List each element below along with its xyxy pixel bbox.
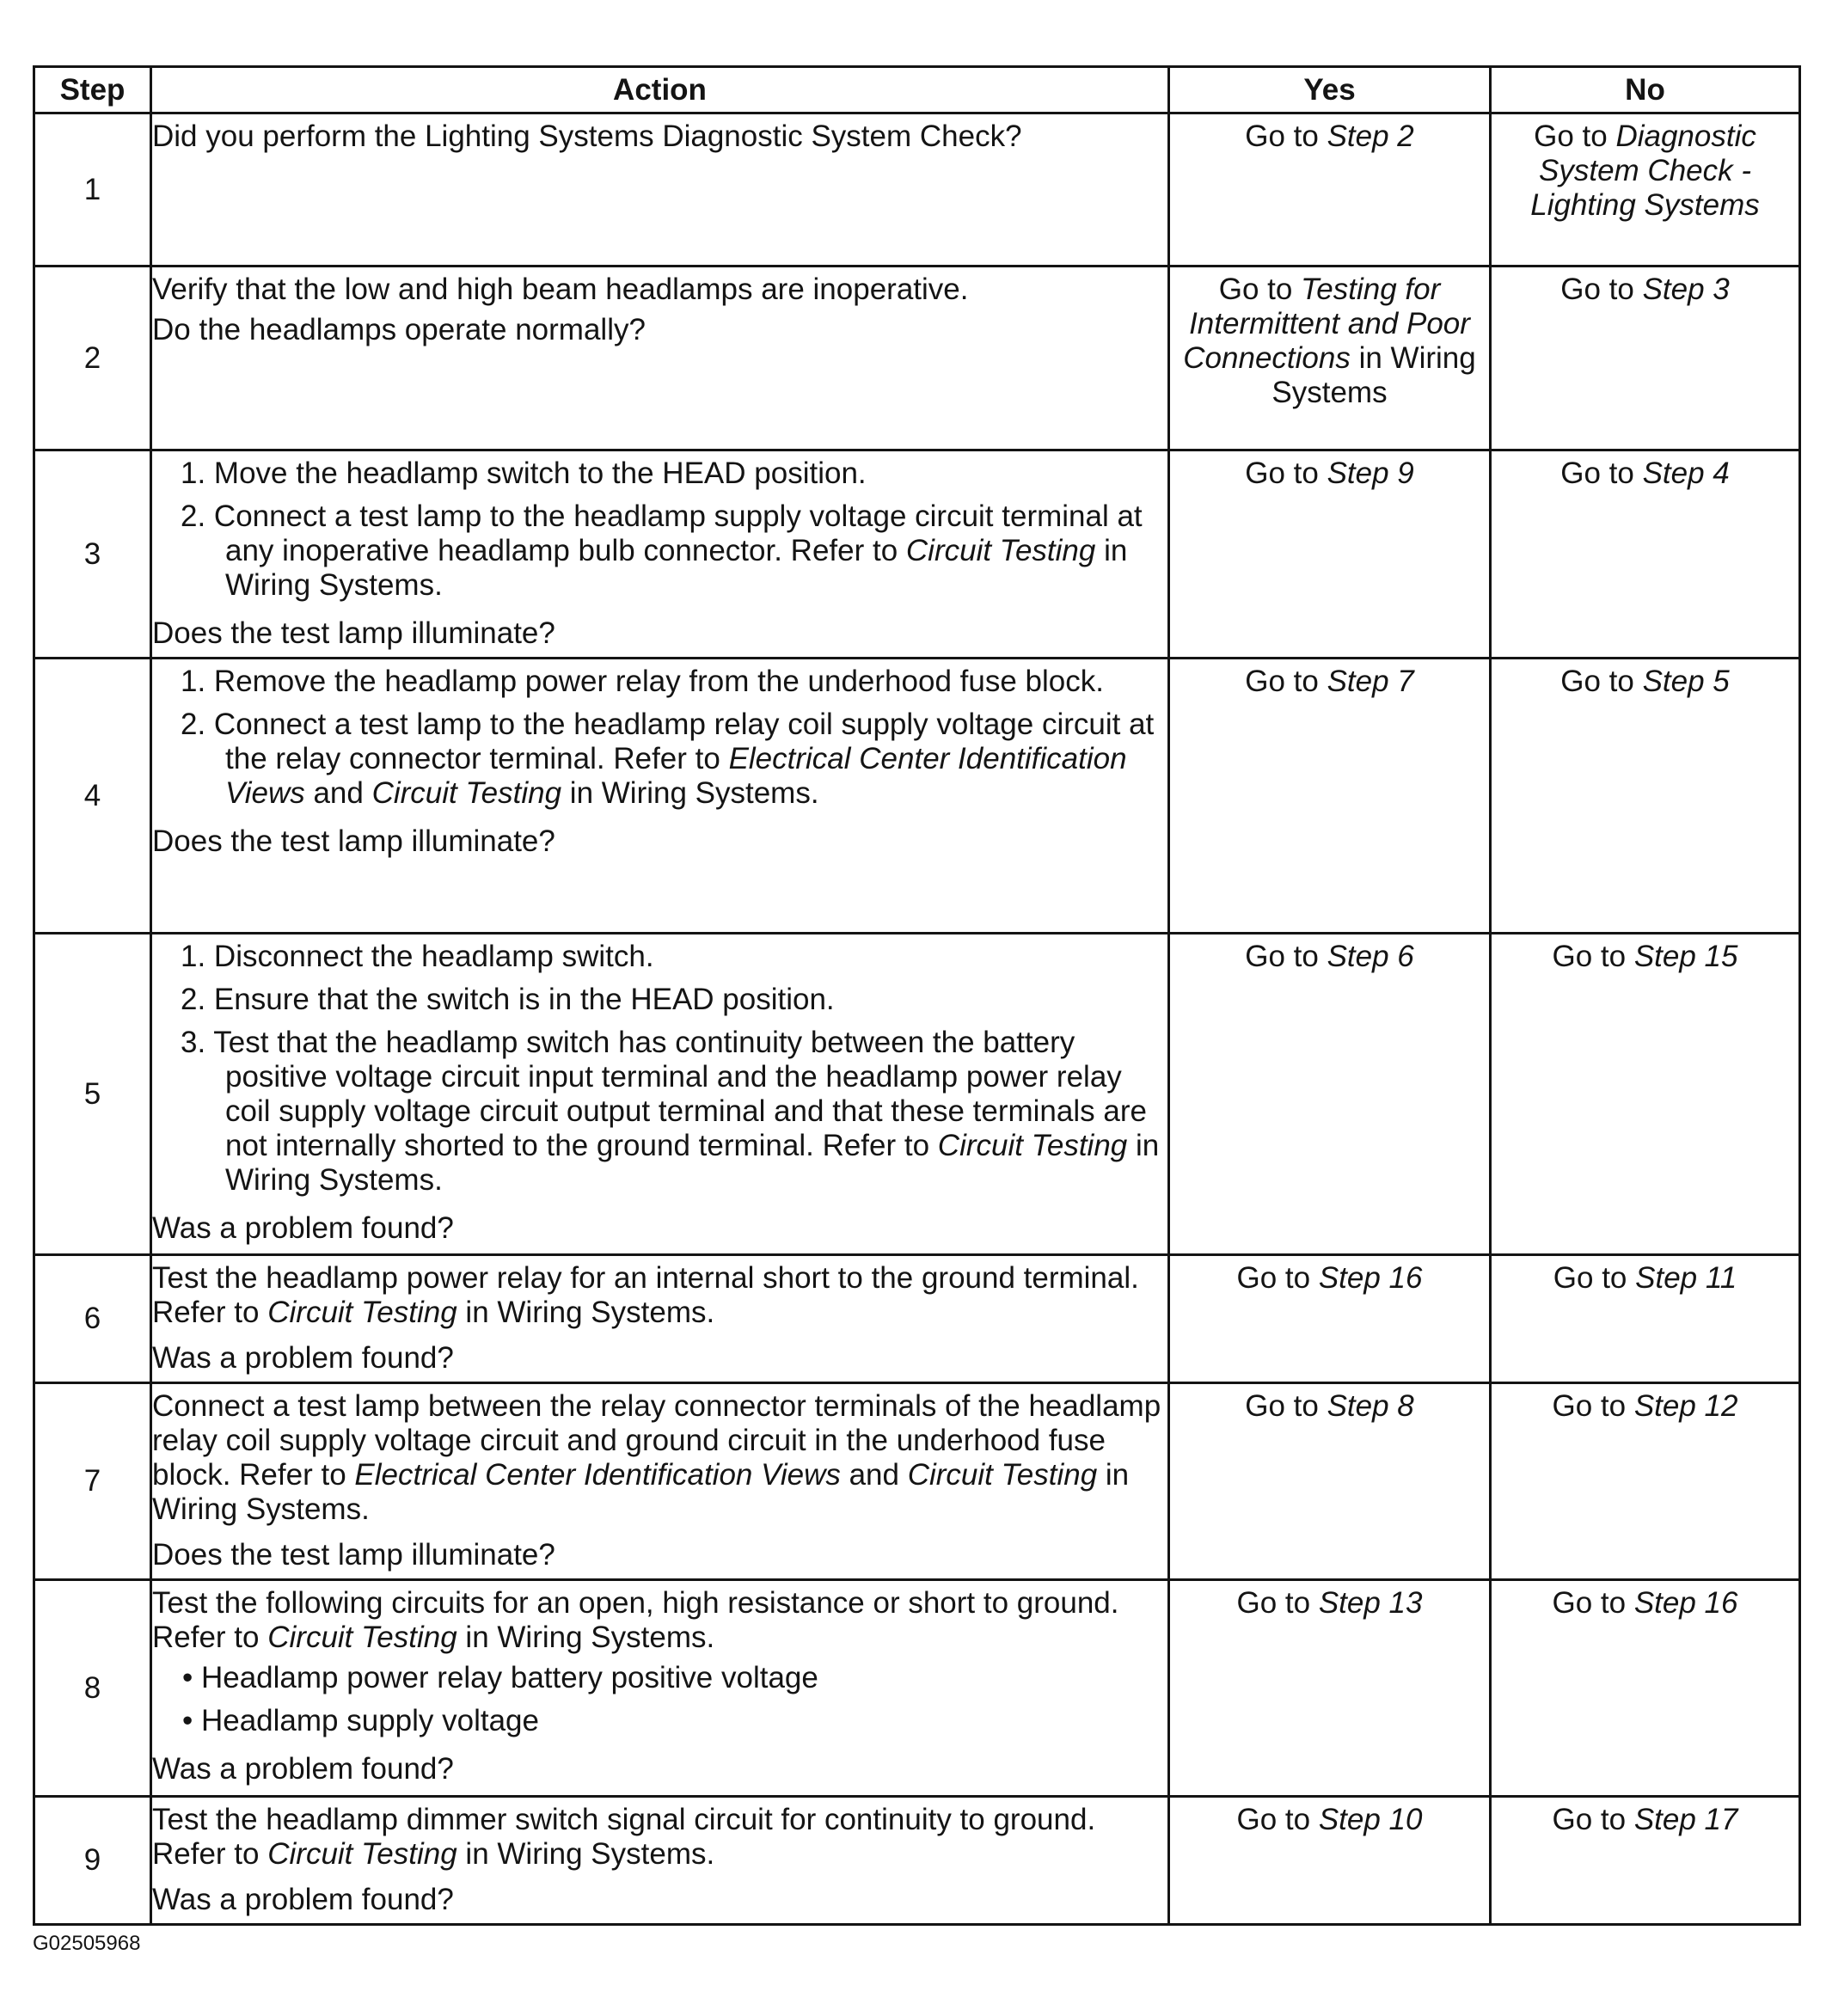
action-question: Was a problem found? bbox=[152, 1341, 454, 1375]
bullet-item bbox=[152, 1704, 1167, 1738]
yes-result-text bbox=[1170, 1586, 1489, 1621]
table-row bbox=[34, 267, 1800, 450]
table-row bbox=[34, 1383, 1800, 1580]
reference-text: Step 5 bbox=[1642, 665, 1730, 698]
text-run: Go to bbox=[1553, 1261, 1636, 1295]
text-run: Test the headlamp dimmer switch signal circuit for continuity to ground. Refer to bbox=[152, 1803, 1096, 1871]
numbered-item bbox=[152, 457, 1167, 491]
text-run: Go to bbox=[1236, 1586, 1319, 1620]
action-cell bbox=[151, 934, 1169, 1255]
no-result-cell bbox=[1491, 659, 1800, 934]
text-run: Test the following circuits for an open, high resistance or short to ground. Refer to bbox=[152, 1586, 1119, 1654]
reference-text: Circuit Testing bbox=[907, 1458, 1098, 1492]
table-row bbox=[34, 934, 1800, 1255]
no-result-text bbox=[1492, 665, 1798, 699]
reference-text: Circuit Testing bbox=[267, 1621, 457, 1654]
reference-text: Step 15 bbox=[1633, 940, 1738, 973]
text-run: Connect a test lamp between the relay connector terminals of the headlamp relay coil supply voltage circuit and ground circuit in the underhood fuse block. Refer to bbox=[152, 1389, 1161, 1492]
action-question: Does the test lamp illuminate? bbox=[152, 616, 555, 650]
text-run: Go to bbox=[1560, 273, 1643, 306]
text-run: 1. Remove the headlamp power relay from the underhood fuse block. bbox=[181, 665, 1104, 698]
text-run: Go to bbox=[1245, 940, 1327, 973]
action-cell bbox=[151, 1580, 1169, 1797]
text-run: 2. Connect a test lamp to the headlamp supply voltage circuit terminal at any inoperative headlamp bulb connector. Refer to bbox=[181, 499, 1143, 567]
no-result-cell bbox=[1491, 1383, 1800, 1580]
reference-text: Circuit Testing bbox=[267, 1837, 457, 1871]
text-run: 2. Ensure that the switch is in the HEAD position. bbox=[181, 983, 835, 1016]
yes-result-cell bbox=[1169, 934, 1491, 1255]
no-result-text bbox=[1492, 273, 1798, 307]
action-body bbox=[152, 1581, 1167, 1747]
numbered-item bbox=[152, 983, 1167, 1017]
table-row bbox=[34, 1797, 1800, 1925]
action-paragraph bbox=[152, 1586, 1167, 1655]
reference-text: Step 7 bbox=[1327, 665, 1414, 698]
text-run: Go to bbox=[1245, 665, 1327, 698]
no-result-text bbox=[1492, 457, 1798, 491]
reference-text: Step 16 bbox=[1318, 1261, 1423, 1295]
text-run: 1. Disconnect the headlamp switch. bbox=[181, 940, 654, 973]
text-run: 3. Test that the headlamp switch has continuity between the battery positive voltage circuit input terminal and the headlamp power relay coil supply voltage circuit output terminal and that these terminals are not internally shorted to the ground terminal. Refer to bbox=[181, 1026, 1147, 1162]
action-cell bbox=[151, 113, 1169, 267]
no-result-text bbox=[1492, 940, 1798, 974]
yes-result-text bbox=[1170, 273, 1489, 410]
reference-text: Step 2 bbox=[1327, 119, 1414, 153]
action-paragraph bbox=[152, 273, 1167, 307]
action-cell bbox=[151, 659, 1169, 934]
action-question: Was a problem found? bbox=[152, 1752, 454, 1786]
yes-result-text bbox=[1170, 1389, 1489, 1424]
text-run: in Wiring Systems. bbox=[456, 1837, 715, 1871]
action-cell bbox=[151, 1255, 1169, 1383]
no-result-cell bbox=[1491, 1797, 1800, 1925]
action-body bbox=[152, 934, 1167, 1206]
reference-text: Circuit Testing bbox=[267, 1296, 457, 1329]
action-paragraph bbox=[152, 119, 1167, 154]
yes-result-text bbox=[1170, 1261, 1489, 1296]
text-run: and bbox=[304, 776, 372, 810]
no-result-text bbox=[1492, 1803, 1798, 1837]
yes-result-cell bbox=[1169, 1797, 1491, 1925]
yes-result-cell bbox=[1169, 267, 1491, 450]
step-number: 7 bbox=[34, 1383, 151, 1580]
action-body bbox=[152, 1798, 1167, 1878]
step-number: 9 bbox=[34, 1797, 151, 1925]
text-run: Go to bbox=[1218, 273, 1302, 306]
table-row bbox=[34, 1255, 1800, 1383]
table-body bbox=[34, 113, 1800, 1925]
reference-text: Step 10 bbox=[1318, 1803, 1423, 1836]
yes-result-text bbox=[1170, 940, 1489, 974]
header-action: Action bbox=[151, 67, 1169, 113]
reference-text: Circuit Testing bbox=[937, 1129, 1128, 1162]
text-run: Did you perform the Lighting Systems Diagnostic System Check? bbox=[152, 119, 1022, 153]
yes-result-cell bbox=[1169, 1255, 1491, 1383]
yes-result-cell bbox=[1169, 1383, 1491, 1580]
reference-text: Step 9 bbox=[1327, 457, 1414, 490]
no-result-text bbox=[1492, 1586, 1798, 1621]
reference-text: Circuit Testing bbox=[371, 776, 562, 810]
yes-result-text bbox=[1170, 119, 1489, 154]
yes-result-cell bbox=[1169, 450, 1491, 659]
numbered-item bbox=[152, 499, 1167, 603]
reference-text: Diagnostic System Check - Lighting Systems bbox=[1530, 119, 1760, 222]
text-run: in Wiring Systems. bbox=[456, 1296, 715, 1329]
action-question: Do the headlamps operate normally? bbox=[152, 313, 646, 346]
no-result-cell bbox=[1491, 934, 1800, 1255]
action-body bbox=[152, 659, 1167, 819]
table-row bbox=[34, 450, 1800, 659]
reference-text: Step 11 bbox=[1635, 1261, 1737, 1295]
yes-result-cell bbox=[1169, 113, 1491, 267]
step-number: 3 bbox=[34, 450, 151, 659]
header-step: Step bbox=[34, 67, 151, 113]
text-run: in Wiring Systems. bbox=[561, 776, 819, 810]
text-run: Go to bbox=[1560, 457, 1643, 490]
bullet-item bbox=[152, 1661, 1167, 1695]
no-result-cell bbox=[1491, 1580, 1800, 1797]
text-run: Go to bbox=[1236, 1261, 1319, 1295]
text-run: Go to bbox=[1534, 119, 1616, 153]
header-no: No bbox=[1491, 67, 1800, 113]
text-run: 1. Move the headlamp switch to the HEAD position. bbox=[181, 457, 867, 490]
no-result-cell bbox=[1491, 450, 1800, 659]
reference-text: Step 16 bbox=[1633, 1586, 1738, 1620]
text-run: in Wiring Systems. bbox=[152, 1458, 1130, 1526]
figure-code: G02505968 bbox=[33, 1932, 141, 1955]
no-result-cell bbox=[1491, 113, 1800, 267]
numbered-item bbox=[152, 940, 1167, 974]
action-body bbox=[152, 1384, 1167, 1533]
action-question: Was a problem found? bbox=[152, 1211, 454, 1245]
no-result-cell bbox=[1491, 1255, 1800, 1383]
text-run: 2. Connect a test lamp to the headlamp relay coil supply voltage circuit at the relay connector terminal. Refer to bbox=[181, 708, 1155, 775]
text-run: Test the headlamp power relay for an internal short to the ground terminal. Refer to bbox=[152, 1261, 1139, 1329]
yes-result-cell bbox=[1169, 659, 1491, 934]
reference-text: Step 6 bbox=[1327, 940, 1414, 973]
numbered-item bbox=[152, 708, 1167, 811]
action-cell bbox=[151, 1797, 1169, 1925]
text-run: • Headlamp power relay battery positive voltage bbox=[182, 1661, 818, 1694]
bullet-list bbox=[152, 1661, 1167, 1738]
action-body bbox=[152, 267, 1167, 353]
step-number: 4 bbox=[34, 659, 151, 934]
no-result-cell bbox=[1491, 267, 1800, 450]
no-result-text bbox=[1492, 119, 1798, 223]
text-run: Go to bbox=[1552, 1586, 1634, 1620]
text-run: in Wiring Systems. bbox=[225, 1129, 1160, 1197]
numbered-list bbox=[152, 457, 1167, 603]
numbered-item bbox=[152, 1026, 1167, 1198]
text-run: in Wiring Systems bbox=[1271, 341, 1476, 409]
reference-text: Step 4 bbox=[1642, 457, 1730, 490]
action-question: Does the test lamp illuminate? bbox=[152, 1538, 555, 1572]
table-row bbox=[34, 1580, 1800, 1797]
no-result-text bbox=[1492, 1389, 1798, 1424]
text-run: Go to bbox=[1245, 1389, 1327, 1423]
yes-result-text bbox=[1170, 1803, 1489, 1837]
step-number: 1 bbox=[34, 113, 151, 267]
action-cell bbox=[151, 450, 1169, 659]
reference-text: Step 3 bbox=[1642, 273, 1730, 306]
text-run: Go to bbox=[1552, 1803, 1634, 1836]
header-row bbox=[34, 67, 1800, 113]
text-run: Go to bbox=[1560, 665, 1643, 698]
text-run: in Wiring Systems. bbox=[225, 534, 1128, 602]
text-run: Go to bbox=[1245, 457, 1327, 490]
table-row bbox=[34, 113, 1800, 267]
text-run: Verify that the low and high beam headlamps are inoperative. bbox=[152, 273, 969, 306]
reference-text: Step 13 bbox=[1318, 1586, 1423, 1620]
reference-text: Circuit Testing bbox=[905, 534, 1096, 567]
numbered-list bbox=[152, 665, 1167, 811]
no-result-text bbox=[1492, 1261, 1798, 1296]
numbered-list bbox=[152, 940, 1167, 1198]
reference-text: Testing for Intermittent and Poor Connections bbox=[1183, 273, 1470, 375]
step-number: 2 bbox=[34, 267, 151, 450]
step-number: 8 bbox=[34, 1580, 151, 1797]
reference-text: Step 17 bbox=[1633, 1803, 1738, 1836]
action-body bbox=[152, 114, 1167, 160]
action-paragraph bbox=[152, 1803, 1167, 1872]
reference-text: Step 12 bbox=[1633, 1389, 1738, 1423]
action-cell bbox=[151, 267, 1169, 450]
text-run: and bbox=[840, 1458, 908, 1492]
step-number: 5 bbox=[34, 934, 151, 1255]
reference-text: Step 8 bbox=[1327, 1389, 1414, 1423]
action-paragraph bbox=[152, 1389, 1167, 1527]
action-question: Was a problem found? bbox=[152, 1883, 454, 1916]
text-run: Go to bbox=[1245, 119, 1327, 153]
yes-result-text bbox=[1170, 665, 1489, 699]
text-run: in Wiring Systems. bbox=[456, 1621, 715, 1654]
text-run: Go to bbox=[1236, 1803, 1319, 1836]
text-run: • Headlamp supply voltage bbox=[182, 1704, 539, 1737]
action-body bbox=[152, 1256, 1167, 1336]
reference-text: Electrical Center Identification Views bbox=[354, 1458, 841, 1492]
text-run: Go to bbox=[1552, 1389, 1634, 1423]
text-run: Go to bbox=[1552, 940, 1634, 973]
yes-result-text bbox=[1170, 457, 1489, 491]
action-body bbox=[152, 451, 1167, 611]
action-paragraph bbox=[152, 1261, 1167, 1330]
step-number: 6 bbox=[34, 1255, 151, 1383]
reference-text: Electrical Center Identification Views bbox=[225, 742, 1127, 810]
header-yes: Yes bbox=[1169, 67, 1491, 113]
table-row bbox=[34, 659, 1800, 934]
yes-result-cell bbox=[1169, 1580, 1491, 1797]
numbered-item bbox=[152, 665, 1167, 699]
action-question: Does the test lamp illuminate? bbox=[152, 824, 555, 858]
action-cell bbox=[151, 1383, 1169, 1580]
diagnostic-table bbox=[33, 65, 1801, 1926]
